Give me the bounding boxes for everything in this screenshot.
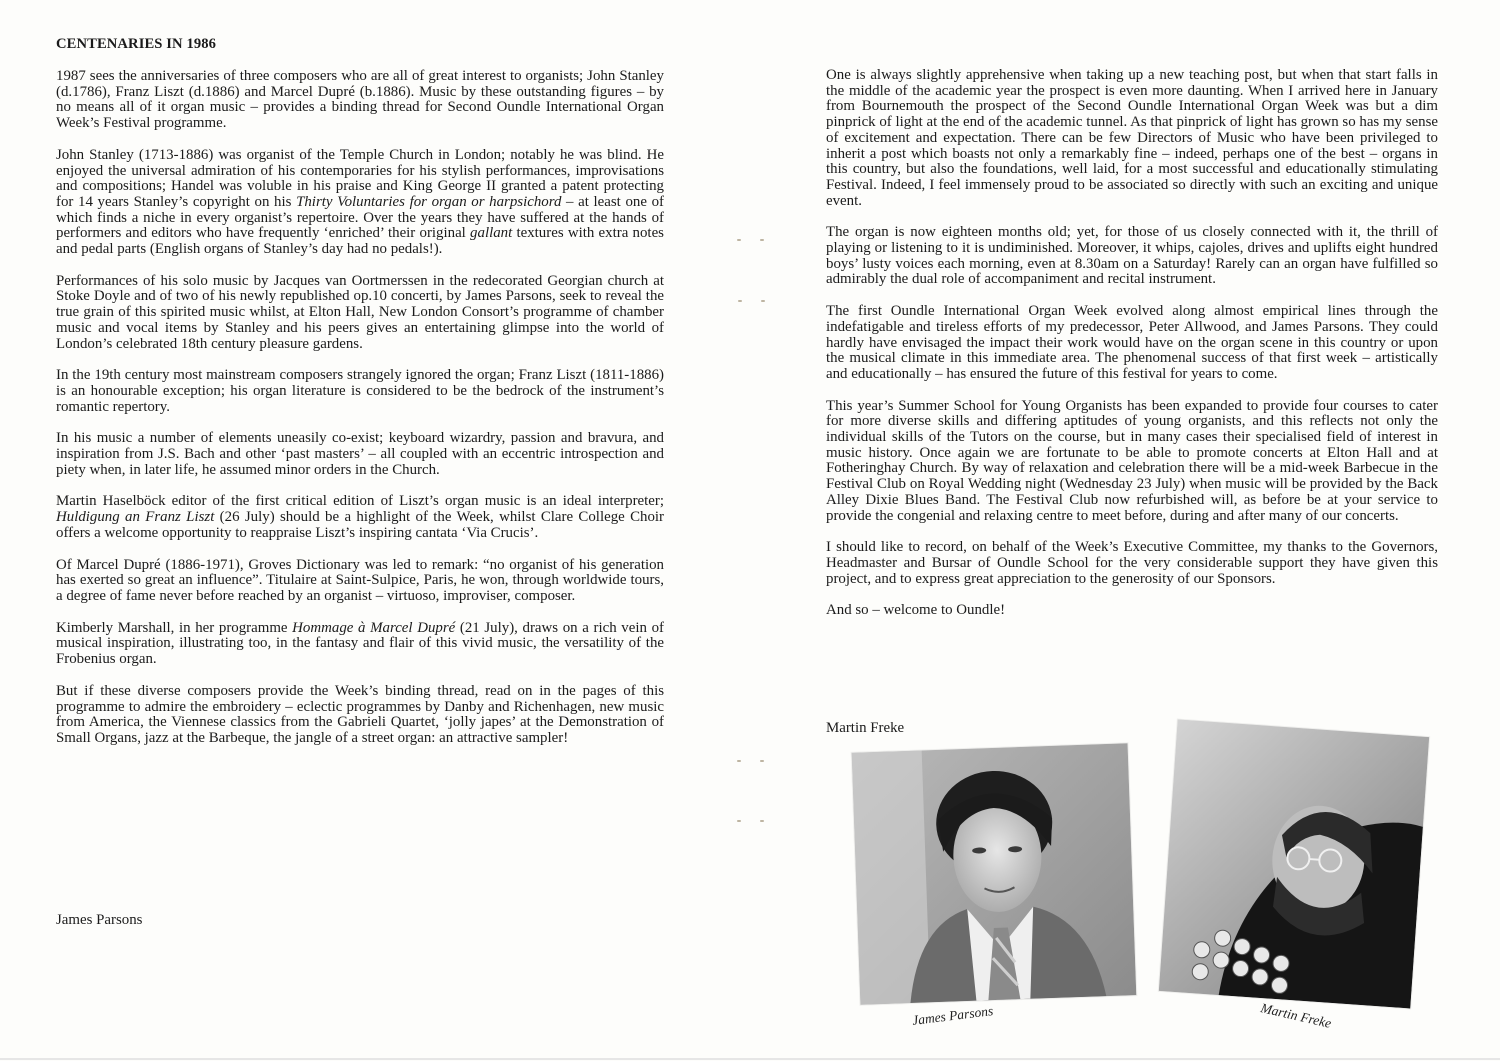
staple-mark [737, 760, 741, 762]
organist-image [1159, 720, 1429, 1009]
welcome-line: And so – welcome to Oundle! [826, 602, 1006, 619]
staple-mark [737, 239, 741, 241]
left-signature: James Parsons [56, 912, 143, 928]
left-paragraph-3: Performances of his solo music by Jacques van Oortmerssen in the redecorated Georgian church at Stoke Doyle and of two of his newly republished op.10 concerti, by James Parsons, seek to reveal the true grain of this spirited music whilst, at Elton Hall, New London Consort’s programme of chamber music and vocal items by Stanley and his peers gives an entertaining glimpse into the world of London’s celebrated 18th century pleasure gardens. [56, 272, 664, 352]
photo-caption-1: James Parsons [911, 1003, 994, 1028]
portrait-image [852, 743, 1137, 1004]
right-paragraph-1: One is always slightly apprehensive when taking up a new teaching post, but when that start falls in the middle of the academic year the prospect is even more daunting. When I arrived here in January from Bournemouth the prospect of the Second Oundle International Organ Week was but a dim pinprick of light at the end of the academic tunnel. As that pinprick of light has grown so has my sense of excitement and expectation. There can be few Directors of Music who have been privileged to inherit a post which boasts not only a remarkably fine – indeed, perhaps one of the best – organs in this country, but also the foundations, well laid, for a most successful and educationally stimulating Festival. Indeed, I feel immensely proud to be associated so directly with such an exciting and unique event. [826, 67, 1438, 209]
left-paragraph-8: Kimberly Marshall, in her programme Hommage à Marcel Dupré (21 July), draws on a rich vein of musical inspiration, illustrating too, in the fantasy and flair of this vivid music, the versatility of the Frobenius organ. [56, 619, 664, 668]
left-paragraph-4: In the 19th century most mainstream composers strangely ignored the organ; Franz Liszt (1811-1886) is an honourable exception; his organ literature is considered to be the bedrock of the instrument’s romantic repertory. [56, 367, 664, 415]
staple-mark [737, 820, 741, 822]
article-heading: CENTENARIES IN 1986 [56, 36, 217, 52]
photo-caption-2: Martin Freke [1259, 1000, 1333, 1031]
right-paragraph-4: This year’s Summer School for Young Organists has been expanded to provide four courses to cater for more diverse skills and differing aptitudes of young organists, and this reflects not only the individual skills of the Tutors on the course, but in many cases their specialised field of interest in music history. Once again we are fortunate to be able to promote concerts at Elton Hall and at Fotheringhay Church. By way of relaxation and celebration there will be a mid-week Barbecue in the Festival Club on Royal Wedding night (Wednesday 23 July) when music will be provided by the Back Alley Dixie Blues Band. The Festival Club now refurbished will, as before be at your service to provide the congenial and relaxing centre to meet before, during and after many of our concerts. [826, 397, 1438, 524]
right-column [826, 68, 1438, 633]
portrait-photo-martin-freke [1159, 720, 1429, 1009]
left-paragraph-6: Martin Haselböck editor of the first critical edition of Liszt’s organ music is an ideal interpreter; Huldigung an Franz Liszt (26 July) should be a highlight of the Week, whilst Clare College Choir offers a welcome opportunity to reappraise Liszt’s inspiring cantata ‘Via Crucis’. [56, 493, 665, 541]
left-column [56, 36, 664, 763]
right-page [750, 0, 1500, 1061]
right-paragraph-5: I should like to record, on behalf of the Week’s Executive Committee, my thanks to the Governors, Headmaster and Bursar of Oundle School for the very considerable support they have given this project, and to express great appreciation to the generosity of our Sponsors. [826, 539, 1438, 587]
right-paragraph-2: The organ is now eighteen months old; yet, for those of us closely connected with it, the thrill of playing or listening to it is undiminished. Moreover, it whips, cajoles, drives and uplifts eight hundred boys’ lusty voices each morning, even at 8.30am on a Saturday! Rarely can an organ have fulfilled so admirably the dual role of accompaniment and recital instrument. [826, 224, 1438, 288]
right-signature: Martin Freke [826, 720, 905, 736]
right-paragraph-3: The first Oundle International Organ Week evolved along almost empirical lines through the indefatigable and tireless efforts of my predecessor, Peter Allwood, and James Parsons. They could hardly have envisaged the impact their work would have on the organ scene in this country or upon the musical climate in this immediate area. The phenomenal success of that first week – artistically and educationally – has ensured the future of this festival for years to come. [826, 303, 1438, 382]
left-paragraph-9: But if these diverse composers provide the Week’s binding thread, read on in the pages of this programme to admire the embroidery – eclectic programmes by Danby and Richenhagen, new music from America, the Viennese classics from the Gabrieli Quartet, ‘jolly japes’ at the Demonstration of Small Organs, jazz at the Barbeque, the jangle of a street organ: an attractive sampler! [56, 682, 664, 746]
portrait-photo-james-parsons [852, 743, 1137, 1004]
page-bottom-edge [0, 1058, 1500, 1060]
left-paragraph-2: John Stanley (1713-1886) was organist of the Temple Church in London; notably he was blind. He enjoyed the universal admiration of his contemporaries for his stylish performances, improvisations and compositions; Handel was voluble in his praise and King George II granted a patent protecting for 14 years Stanley’s copyright on his Thirty Voluntaries for organ or harpsichord – at least one of which finds a niche in every organist’s repertoire. Over the years they have suffered at the hands of performers and editors who have frequently ‘enriched’ their original gallant textures with extra notes and pedal parts (English organs of Stanley’s day had no pedals!). [56, 146, 664, 258]
left-paragraph-5: In his music a number of elements uneasily co-exist; keyboard wizardry, passion and bravura, and inspiration from J.S. Bach and other ‘past masters’ – all coupled with an eccentric introspection and piety when, in later life, he assumed minor orders in the Church. [56, 430, 664, 478]
left-paragraph-1: 1987 sees the anniversaries of three composers who are all of great interest to organists; John Stanley (d.1786), Franz Liszt (d.1886) and Marcel Dupré (b.1886). Music by these outstanding figures – by no means all of it organ music – provides a binding thread for Second Oundle International Organ Week’s Festival programme. [56, 68, 664, 132]
left-paragraph-7: Of Marcel Dupré (1886-1971), Groves Dictionary was led to remark: “no organist of his generation has exerted so great an influence”. Titulaire at Saint-Sulpice, Paris, he won, through worldwide tours, a degree of fame never before reached by an organist – virtuoso, improviser, composer. [56, 556, 664, 604]
staple-mark [738, 300, 742, 302]
